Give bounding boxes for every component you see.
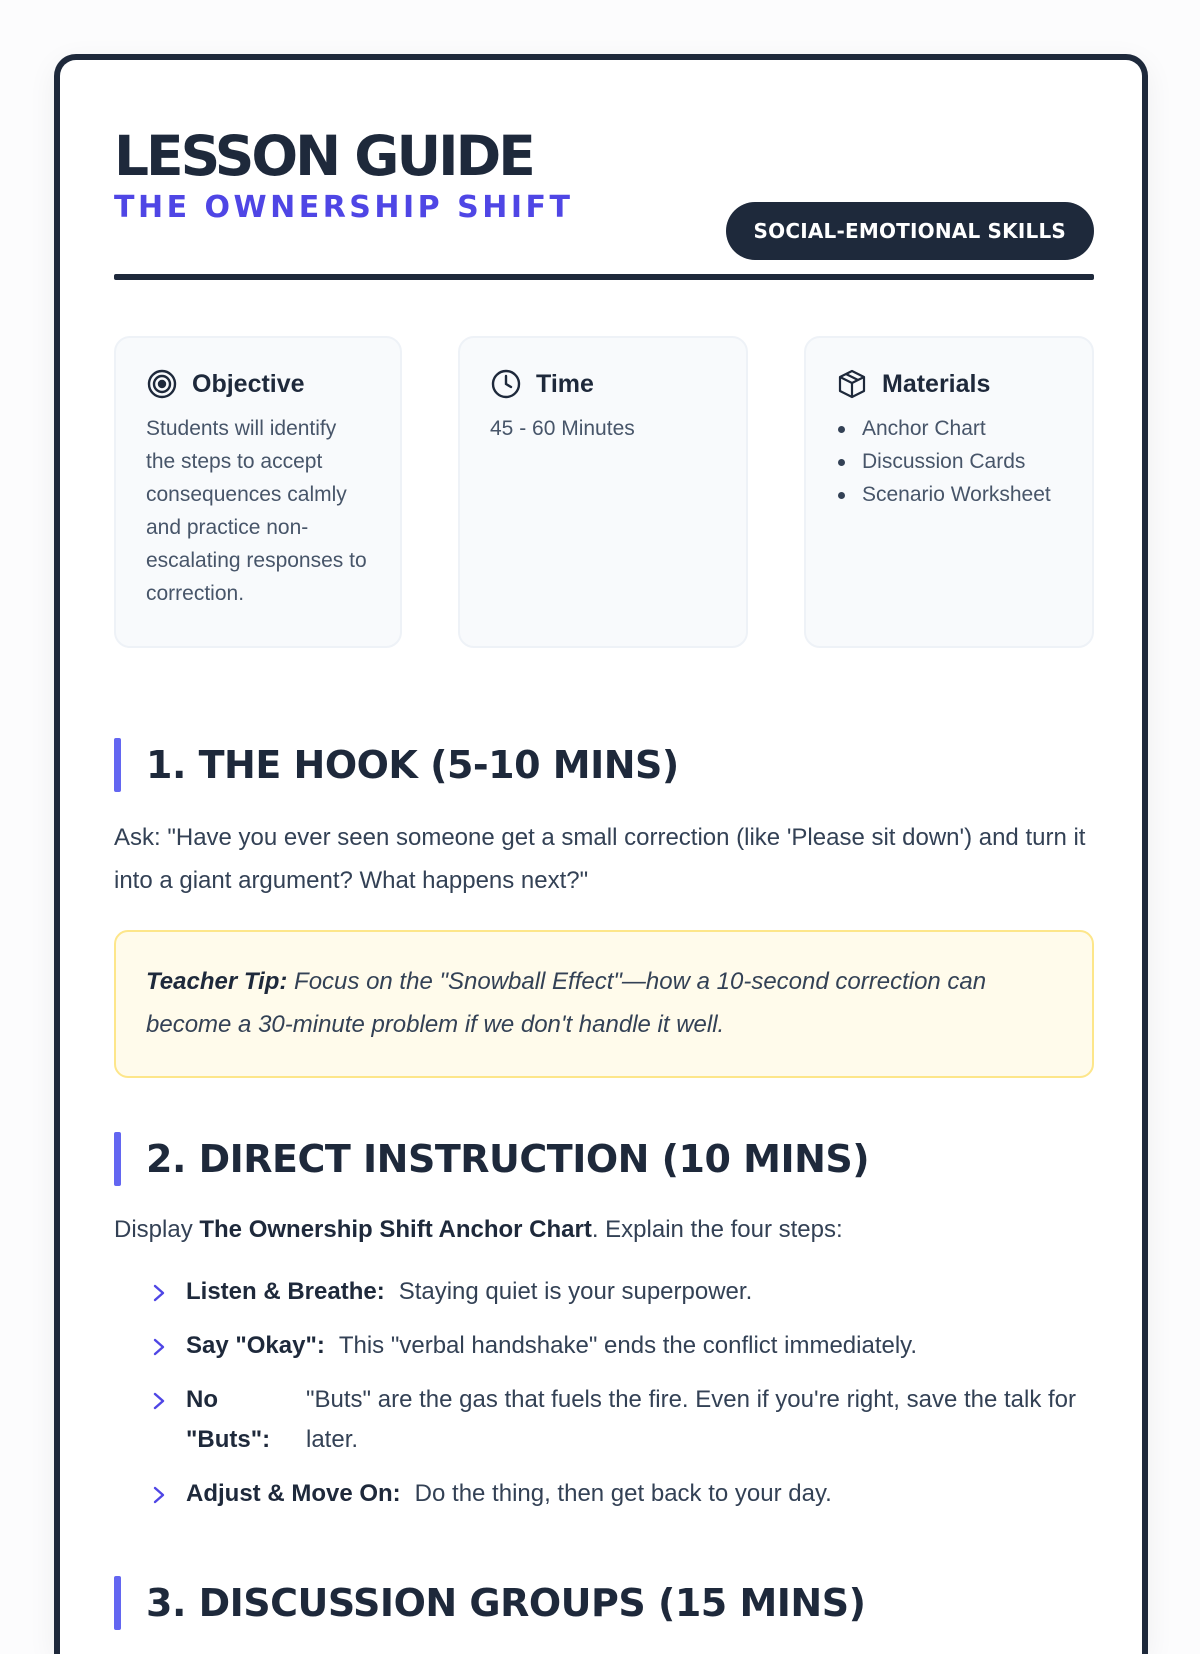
materials-header (836, 364, 1062, 404)
section-accent-bar (114, 738, 121, 792)
tip-label: Teacher Tip: (146, 968, 288, 995)
step-name: Adjust & Move On: (186, 1480, 401, 1507)
materials-box (804, 336, 1094, 648)
objective-text: Students will identify the steps to accept consequences calmly and practice non-escalating responses to correction. (146, 417, 367, 605)
section-hook-header (114, 738, 679, 792)
header-divider (114, 274, 1094, 280)
list-item (150, 1326, 1094, 1366)
steps-list (150, 1272, 1094, 1528)
materials-item: Anchor Chart (836, 412, 1062, 445)
target-icon (146, 368, 178, 400)
section-discussion-header (114, 1576, 865, 1630)
clock-icon (490, 368, 522, 400)
intro-text: Display (114, 1216, 200, 1243)
step-description: This "verbal handshake" ends the conflict immediately. (338, 1332, 918, 1359)
hook-text: Ask: "Have you ever seen someone get a small correction (like 'Please sit down') and turn it into a giant argument? What happens next?" (114, 824, 1086, 894)
step-name: Listen & Breathe: (186, 1278, 385, 1305)
chevron-right-icon (150, 1474, 186, 1514)
chevron-right-icon (150, 1326, 186, 1366)
section-instruction-header (114, 1132, 869, 1186)
section-title: 3. DISCUSSION GROUPS (15 MINS) (146, 1581, 866, 1625)
page-title: LESSON GUIDE (114, 124, 533, 188)
materials-item: Scenario Worksheet (836, 478, 1062, 511)
list-item (150, 1380, 1094, 1460)
time-header (490, 364, 716, 404)
teacher-tip-box (114, 930, 1094, 1078)
objective-title: Objective (192, 369, 305, 398)
section-title: 1. THE HOOK (5-10 MINS) (146, 743, 679, 787)
step-name: No "Buts": (186, 1386, 271, 1453)
box-icon (836, 368, 868, 400)
step-name: Say "Okay": (186, 1332, 325, 1359)
intro-text-end: . Explain the four steps: (591, 1216, 843, 1243)
materials-list (836, 412, 1062, 511)
instruction-intro (114, 1210, 1094, 1250)
chevron-right-icon (150, 1380, 186, 1460)
time-box (458, 336, 748, 648)
objective-header (146, 364, 370, 404)
time-text: 45 - 60 Minutes (490, 417, 635, 440)
step-description: "Buts" are the gas that fuels the fire. Even if you're right, save the talk for later. (306, 1386, 1077, 1453)
list-item (150, 1474, 1094, 1514)
step-description: Do the thing, then get back to your day. (414, 1480, 832, 1507)
step-description: Staying quiet is your superpower. (398, 1278, 753, 1305)
materials-title: Materials (882, 369, 991, 398)
time-title: Time (536, 369, 594, 398)
lesson-guide-card (54, 54, 1148, 1654)
page-subtitle: THE OWNERSHIP SHIFT (114, 190, 574, 225)
section-accent-bar (114, 1576, 121, 1630)
category-badge: SOCIAL-EMOTIONAL SKILLS (726, 202, 1094, 260)
chevron-right-icon (150, 1272, 186, 1312)
section-title: 2. DIRECT INSTRUCTION (10 MINS) (146, 1137, 870, 1181)
anchor-chart-name: The Ownership Shift Anchor Chart (199, 1216, 592, 1243)
list-item (150, 1272, 1094, 1312)
tip-text: Focus on the "Snowball Effect"—how a 10-second correction can become a 30-minute problem if we don't handle it well. (146, 968, 987, 1038)
header (114, 120, 1094, 270)
section-accent-bar (114, 1132, 121, 1186)
objective-box (114, 336, 402, 648)
materials-item: Discussion Cards (836, 445, 1062, 478)
